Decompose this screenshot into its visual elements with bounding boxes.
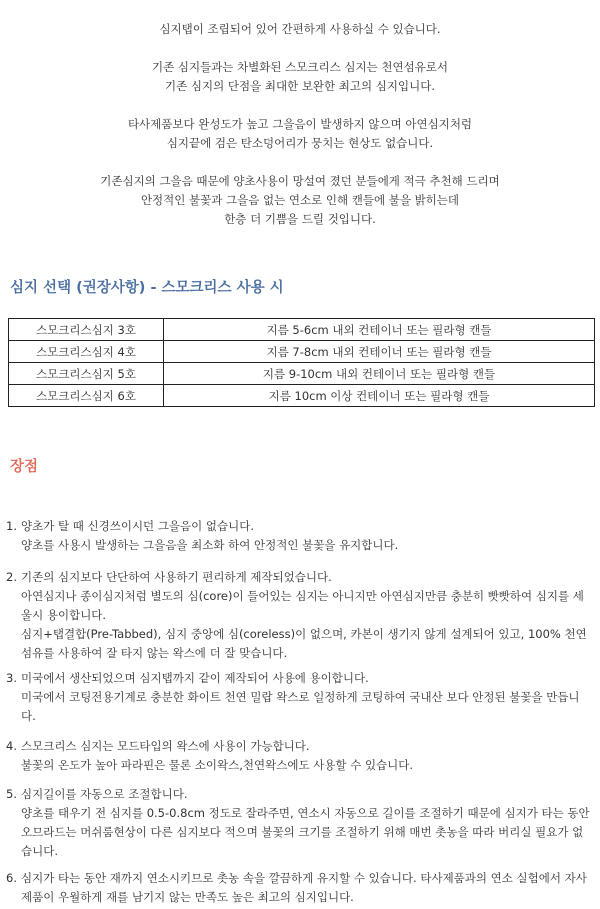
intro-line: 한층 더 기쁨을 드릴 것입니다.	[224, 212, 376, 226]
item-number: 3.	[6, 671, 17, 685]
intro-line: 기존심지의 그을음 때문에 양초사용이 망설여 졌던 분들에게 적극 추천해 드리며	[100, 174, 500, 188]
item-line: 양초가 탈 때 신경쓰이시던 그을음이 없습니다.	[21, 519, 255, 533]
item-number: 5.	[6, 787, 17, 801]
intro-text	[0, 20, 600, 248]
item-line: 양초를 사용시 발생하는 그을음을 최소화 하여 안정적인 불꽃을 유지합니다.	[21, 538, 399, 552]
wick-selection-table	[8, 318, 595, 407]
intro-line: 기존 심지의 단점을 최대한 보완한 최고의 심지입니다.	[165, 79, 435, 93]
item-line: 미국에서 생산되었으며 심지탭까지 같이 제작되어 사용에 용이합니다.	[21, 671, 369, 685]
table-row	[9, 341, 595, 363]
intro-paragraph	[0, 115, 600, 153]
list-item	[0, 669, 600, 726]
item-number: 6.	[6, 871, 17, 885]
wick-use-cell: 지름 9-10cm 내외 컨테이너 또는 필라형 캔들	[164, 363, 595, 385]
item-line: 심지길이를 자동으로 조절합니다.	[21, 787, 188, 801]
item-line: 스모크리스 심지는 모드타입의 왁스에 사용이 가능합니다.	[21, 739, 310, 753]
intro-paragraph	[0, 172, 600, 229]
item-line: 심지+탭결합(Pre-Tabbed), 심지 중앙에 심(coreless)이 없으며, 카본이 생기지 않게 설계되어 있고, 100% 천연 섬유를 사용하여 잘 타지 않는 왁스에 더 잘 맞습니다.	[21, 627, 587, 660]
list-item	[0, 517, 600, 555]
wick-use-cell: 지름 5-6cm 내외 컨테이너 또는 필라형 캔들	[164, 319, 595, 341]
item-number: 4.	[6, 739, 17, 753]
wick-use-cell: 지름 10cm 이상 컨테이너 또는 필라형 캔들	[164, 385, 595, 407]
item-line: 기존의 심지보다 단단하여 사용하기 편리하게 제작되었습니다.	[21, 570, 332, 584]
wick-name-cell: 스모크리스심지 4호	[9, 341, 164, 363]
item-line: 아연심지나 종이심지처럼 별도의 심(core)이 들어있는 심지는 아니지만 아연심지만큼 충분히 빳빳하여 심지를 세울시 용이합니다.	[21, 589, 584, 622]
list-item	[0, 869, 600, 907]
table-row	[9, 319, 595, 341]
item-line: 심지가 타는 동안 재까지 연소시키므로 촛농 속을 깔끔하게 유지할 수 있습니다. 타사제품과의 연소 실험에서 자사제품이 우월하게 재를 남기지 않는 만족도 높은 최고의 심지입니다.	[21, 871, 587, 904]
list-item	[0, 785, 600, 861]
selection-section-title: 심지 선택 (권장사항) - 스모크리스 사용 시	[10, 280, 284, 296]
wick-use-cell: 지름 7-8cm 내외 컨테이너 또는 필라형 캔들	[164, 341, 595, 363]
item-line: 미국에서 코팅전용기계로 충분한 화이트 천연 밀랍 왁스로 일정하게 코팅하여 국내산 보다 안정된 불꽃을 만듭니다.	[21, 690, 580, 723]
wick-name-cell: 스모크리스심지 6호	[9, 385, 164, 407]
table-row	[9, 363, 595, 385]
list-item	[0, 737, 600, 775]
list-item	[0, 568, 600, 663]
intro-line: 기존 심지들과는 차별화된 스모크리스 심지는 천연섬유로서	[152, 60, 448, 74]
wick-name-cell: 스모크리스심지 3호	[9, 319, 164, 341]
item-number: 1.	[6, 519, 17, 533]
table-row	[9, 385, 595, 407]
intro-paragraph	[0, 58, 600, 96]
item-number: 2.	[6, 570, 17, 584]
intro-line: 심지끝에 검은 탄소덩어리가 뭉치는 현상도 없습니다.	[166, 136, 434, 150]
intro-line: 안정적인 불꽃과 그을음 없는 연소로 인해 캔들에 불을 밝히는데	[140, 193, 460, 207]
wick-name-cell: 스모크리스심지 5호	[9, 363, 164, 385]
intro-line: 타사제품보다 완성도가 높고 그을음이 발생하지 않으며 아연심지처럼	[127, 117, 473, 131]
item-line: 양초를 태우기 전 심지를 0.5-0.8cm 정도로 잘라주면, 연소시 자동으로 길이를 조절하기 때문에 심지가 타는 동안 오므라드는 머쉬룸현상이 다른 심지보다 적으며 불꽃의 크기를 조절하기 위해 매번 촛농을 따라 버리실 필요가 없습니다.	[21, 806, 590, 858]
item-line: 불꽃의 온도가 높아 파라핀은 물론 소이왁스,천연왁스에도 사용할 수 있습니다.	[21, 758, 414, 772]
advantages-section-title: 장점	[10, 459, 39, 475]
intro-paragraph	[0, 20, 600, 39]
intro-line: 심지탭이 조립되어 있어 간편하게 사용하실 수 있습니다.	[159, 22, 441, 36]
